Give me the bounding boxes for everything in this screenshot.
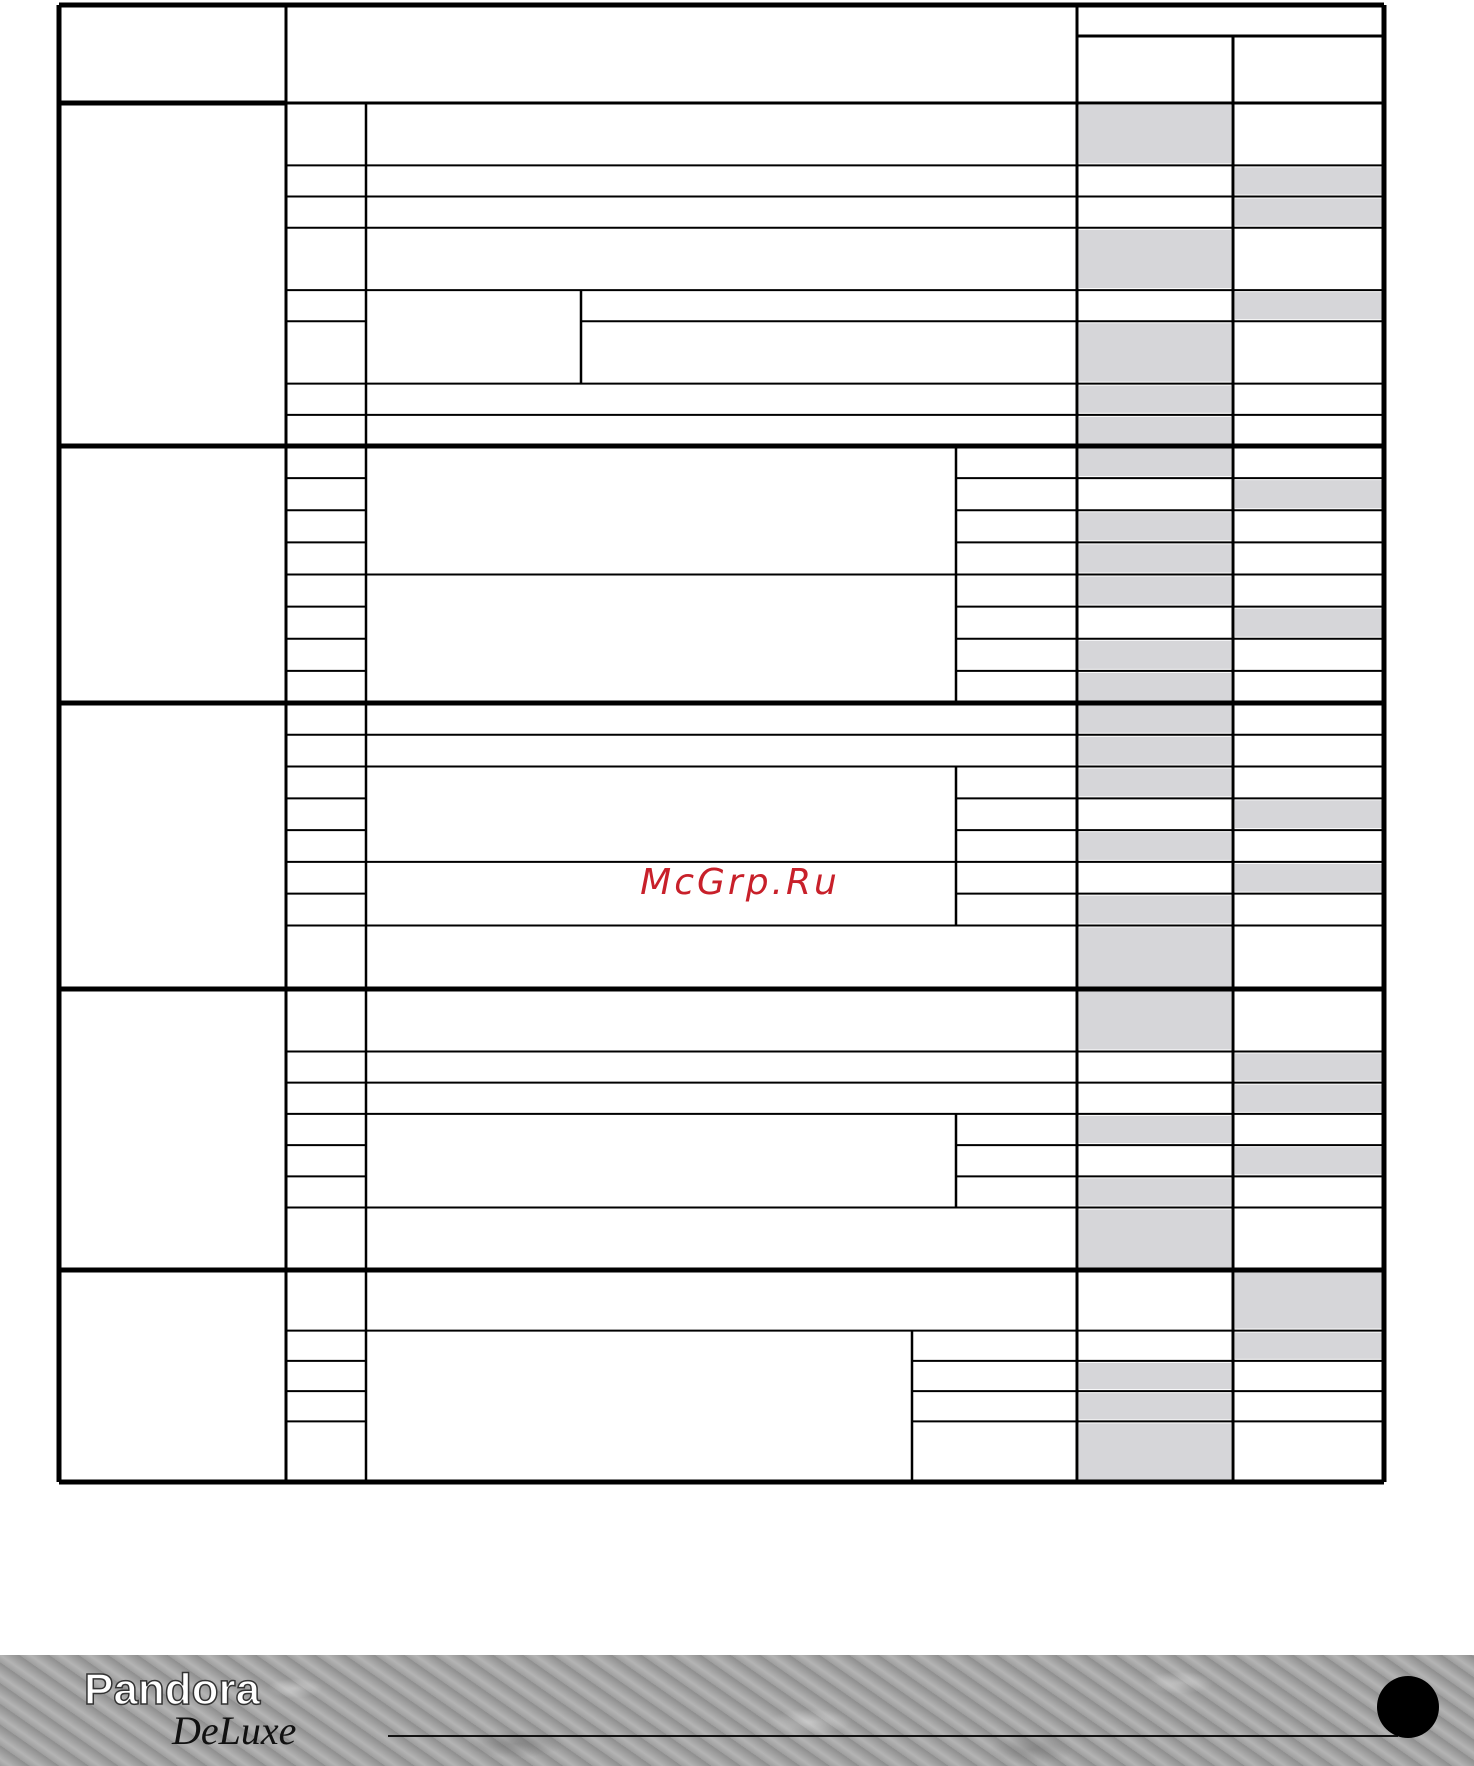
shaded-cell-right [1235, 480, 1382, 508]
shaded-cell-right [1235, 1053, 1382, 1080]
footer-rule [388, 1735, 1398, 1737]
shaded-cell-left [1079, 1423, 1231, 1480]
shaded-cell-left [1079, 417, 1231, 444]
shaded-cell-left [1079, 832, 1231, 860]
brand-logo-top: Pandora [84, 1665, 261, 1714]
shaded-cell-right [1235, 199, 1382, 226]
shaded-cell-left [1079, 927, 1231, 987]
shaded-cell-right [1235, 864, 1382, 892]
brand-logo-bottom: DeLuxe [172, 1708, 297, 1753]
shaded-cell-left [1079, 1393, 1231, 1419]
shaded-cell-left [1079, 1116, 1231, 1143]
shaded-cell-left [1079, 1178, 1231, 1205]
page-marker [1377, 1676, 1439, 1738]
shaded-cells [1079, 105, 1382, 1480]
shaded-cell-right [1235, 1333, 1382, 1359]
shaded-cell-left [1079, 737, 1231, 765]
shaded-cell-left [1079, 673, 1231, 701]
brand-logo [82, 1664, 382, 1754]
shaded-cell-right [1235, 167, 1382, 194]
shaded-cell-left [1079, 448, 1231, 476]
shaded-cell-right [1235, 1085, 1382, 1112]
shaded-cell-left [1079, 230, 1231, 288]
shaded-cell-right [1235, 609, 1382, 637]
shaded-cell-left [1079, 896, 1231, 924]
shaded-cell-right [1235, 1147, 1382, 1174]
shaded-cell-right [1235, 800, 1382, 828]
shaded-cell-left [1079, 386, 1231, 413]
shaded-cell-left [1079, 641, 1231, 669]
shaded-cell-left [1079, 769, 1231, 797]
shaded-cell-left [1079, 1363, 1231, 1389]
shaded-cell-left [1079, 705, 1231, 733]
watermark-text: McGrp.Ru [640, 862, 840, 903]
shaded-cell-left [1079, 105, 1231, 163]
shaded-cell-right [1235, 292, 1382, 319]
shaded-cell-left [1079, 991, 1231, 1049]
shaded-cell-right [1235, 1272, 1382, 1329]
shaded-cell-left [1079, 1210, 1231, 1268]
shaded-cell-left [1079, 323, 1231, 381]
shaded-cell-left [1079, 512, 1231, 540]
shaded-cell-left [1079, 544, 1231, 572]
shaded-cell-left [1079, 577, 1231, 605]
